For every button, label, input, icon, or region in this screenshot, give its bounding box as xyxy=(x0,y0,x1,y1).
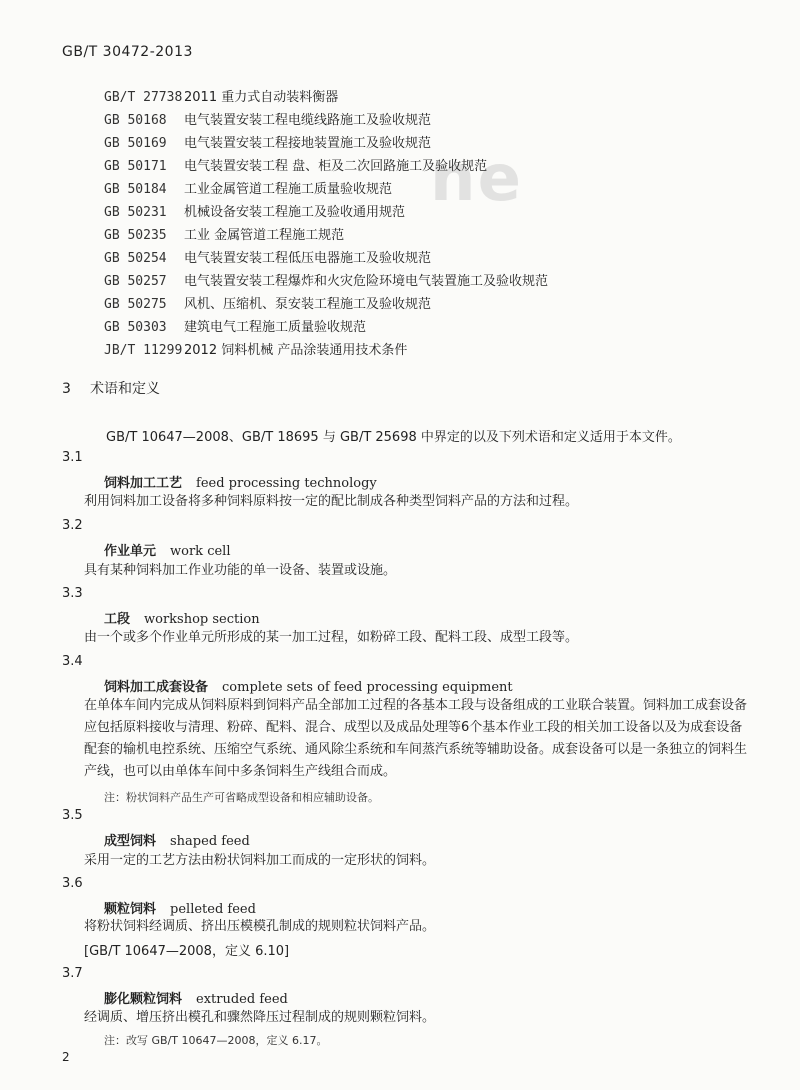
term-number: 3.3 xyxy=(62,586,83,601)
reference-title: 2012 饲料机械 产品涂装通用技术条件 xyxy=(184,343,408,358)
term-number: 3.5 xyxy=(62,808,83,823)
reference-code: GB 50303 xyxy=(104,320,167,335)
term-definition: 将粉状饲料经调质、挤出压模模孔制成的规则粒状饲料产品。 xyxy=(84,919,436,934)
reference-code: GB 50231 xyxy=(104,205,167,220)
term-heading xyxy=(104,830,250,849)
reference-code: GB 50257 xyxy=(104,274,167,289)
reference-title: 电气装置安装工程爆炸和火灾危险环境电气装置施工及验收规范 xyxy=(184,274,549,289)
term-english: complete sets of feed processing equipment xyxy=(222,680,513,695)
reference-item xyxy=(104,224,764,247)
term-definition: 利用饲料加工设备将多种饲料原料按一定的配比制成各种类型饲料产品的方法和过程。 xyxy=(84,494,579,509)
reference-item xyxy=(104,86,764,109)
term-heading xyxy=(104,898,256,917)
term-chinese: 成型饲料 xyxy=(104,834,157,849)
term-definition: 经调质、增压挤出模孔和骤然降压过程制成的规则颗粒饲料。 xyxy=(84,1010,436,1025)
term-english: feed processing technology xyxy=(196,476,377,491)
reference-item xyxy=(104,293,764,316)
term-heading xyxy=(104,608,260,627)
reference-code: GB 50168 xyxy=(104,113,167,128)
reference-title: 风机、压缩机、泵安装工程施工及验收规范 xyxy=(184,297,432,312)
reference-code: JB/T 11299 xyxy=(104,343,183,358)
reference-code: GB 50235 xyxy=(104,228,167,243)
term-chinese: 饲料加工成套设备 xyxy=(104,680,209,695)
document-header: GB/T 30472-2013 xyxy=(62,44,193,60)
term-chinese: 作业单元 xyxy=(104,544,157,559)
reference-item xyxy=(104,178,764,201)
reference-list xyxy=(104,86,764,362)
reference-title: 工业 金属管道工程施工规范 xyxy=(184,228,345,243)
term-note: 注：改写 GB/T 10647—2008，定义 6.17。 xyxy=(104,1034,328,1047)
term-english: pelleted feed xyxy=(170,902,256,917)
term-definition: 采用一定的工艺方法由粉状饲料加工而成的一定形状的饲料。 xyxy=(84,853,436,868)
term-number: 3.7 xyxy=(62,966,83,981)
reference-title: 电气装置安装工程 盘、柜及二次回路施工及验收规范 xyxy=(184,159,488,174)
reference-title: 电气装置安装工程接地装置施工及验收规范 xyxy=(184,136,432,151)
section-number: 3 xyxy=(62,381,71,397)
term-note: 注：粉状饲料产品生产可省略成型设备和相应辅助设备。 xyxy=(104,791,379,804)
page-number: 2 xyxy=(62,1050,70,1064)
reference-code: GB 50184 xyxy=(104,182,167,197)
term-english: extruded feed xyxy=(196,992,288,1007)
reference-item xyxy=(104,201,764,224)
term-number: 3.4 xyxy=(62,654,83,669)
term-english: work cell xyxy=(170,544,231,559)
reference-item xyxy=(104,155,764,178)
reference-title: 建筑电气工程施工质量验收规范 xyxy=(184,320,367,335)
term-definition: 在单体车间内完成从饲料原料到饲料产品全部加工过程的各基本工段与设备组成的工业联合装置。饲料加工成套设备应包括原料接收与清理、粉碎、配料、混合、成型以及成品处理等6个基本作业工段的相关加工设备以及为成套设备配套的输机电控系统、压缩空气系统、通风除尘系统和车间蒸汽系统等辅助设备。成套设备可以是一条独立的饲料生产线，也可以由单体车间中多条饲料生产线组合而成。 xyxy=(84,698,748,779)
reference-title: 工业金属管道工程施工质量验收规范 xyxy=(184,182,393,197)
term-heading xyxy=(104,676,513,695)
term-definition: 由一个或多个作业单元所形成的某一加工过程，如粉碎工段、配料工段、成型工段等。 xyxy=(84,630,579,645)
reference-title: 机械设备安装工程施工及验收通用规范 xyxy=(184,205,406,220)
reference-code: GB 50169 xyxy=(104,136,167,151)
term-chinese: 饲料加工工艺 xyxy=(104,476,183,491)
term-number: 3.1 xyxy=(62,450,83,465)
reference-item xyxy=(104,247,764,270)
term-source: [GB/T 10647—2008，定义 6.10] xyxy=(84,944,290,959)
reference-title: 电气装置安装工程电缆线路施工及验收规范 xyxy=(184,113,432,128)
section-title: 术语和定义 xyxy=(90,381,160,397)
term-number: 3.6 xyxy=(62,876,83,891)
reference-title: 2011 重力式自动装料衡器 xyxy=(184,90,339,105)
term-definition: 具有某种饲料加工作业功能的单一设备、装置或设施。 xyxy=(84,563,397,578)
intro-paragraph: GB/T 10647—2008、GB/T 18695 与 GB/T 25698 中界定的以及下列术语和定义适用于本文件。 xyxy=(106,430,681,445)
reference-code: GB 50171 xyxy=(104,159,167,174)
term-chinese: 工段 xyxy=(104,612,131,627)
watermark: ne xyxy=(430,142,523,216)
reference-title: 电气装置安装工程低压电器施工及验收规范 xyxy=(184,251,432,266)
section-heading xyxy=(62,378,160,398)
reference-item xyxy=(104,132,764,155)
reference-item xyxy=(104,316,764,339)
reference-code: GB 50275 xyxy=(104,297,167,312)
reference-item xyxy=(104,109,764,132)
term-english: shaped feed xyxy=(170,834,250,849)
term-heading xyxy=(104,472,377,491)
reference-item xyxy=(104,339,764,362)
term-english: workshop section xyxy=(144,612,260,627)
term-chinese: 颗粒饲料 xyxy=(104,902,157,917)
term-heading xyxy=(104,988,288,1007)
term-heading xyxy=(104,540,230,559)
term-chinese: 膨化颗粒饲料 xyxy=(104,992,183,1007)
reference-code: GB 50254 xyxy=(104,251,167,266)
reference-code: GB/T 27738 xyxy=(104,90,183,105)
reference-item xyxy=(104,270,764,293)
term-number: 3.2 xyxy=(62,518,83,533)
